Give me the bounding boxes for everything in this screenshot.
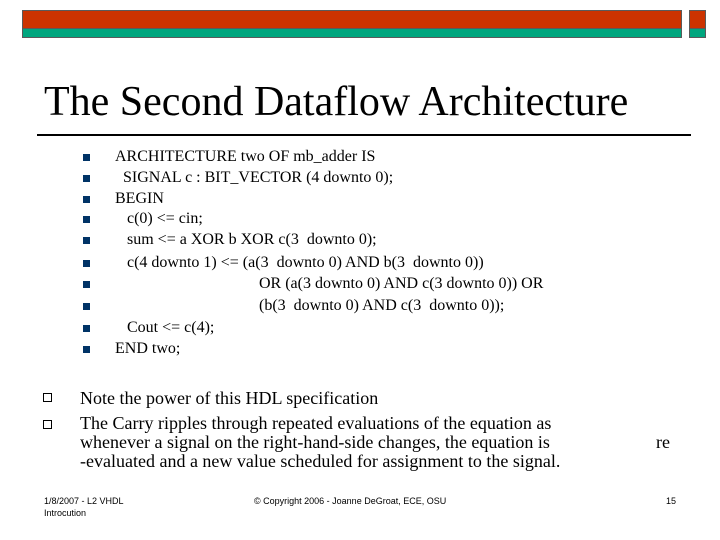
hollow-square-bullet-icon (43, 420, 52, 429)
square-bullet-icon (83, 260, 90, 267)
code-line: OR (a(3 downto 0) AND c(3 downto 0)) OR (115, 275, 544, 292)
title-divider (37, 134, 691, 136)
square-bullet-icon (83, 154, 90, 161)
square-bullet-icon (83, 346, 90, 353)
header-bar-red (22, 10, 682, 29)
note-text: Note the power of this HDL specification (80, 388, 379, 408)
square-bullet-icon (83, 325, 90, 332)
code-line: c(4 downto 1) <= (a(3 downto 0) AND b(3 downto 0)) (115, 254, 484, 271)
header-square-red (689, 10, 706, 29)
square-bullet-icon (83, 237, 90, 244)
square-bullet-icon (83, 303, 90, 310)
stray-text: re (656, 432, 670, 452)
code-line: SIGNAL c : BIT_VECTOR (4 downto 0); (115, 169, 394, 186)
code-line: sum <= a XOR b XOR c(3 downto 0); (115, 231, 377, 248)
header-square-green (689, 28, 706, 38)
footer-date: 1/8/2007 - L2 VHDL (44, 496, 124, 506)
square-bullet-icon (83, 175, 90, 182)
slide-title: The Second Dataflow Architecture (44, 79, 629, 125)
code-line: (b(3 downto 0) AND c(3 downto 0)); (115, 297, 505, 314)
code-line: c(0) <= cin; (115, 210, 203, 227)
code-line: BEGIN (115, 190, 164, 207)
footer-copyright: © Copyright 2006 - Joanne DeGroat, ECE, OSU (254, 496, 447, 506)
code-line: Cout <= c(4); (115, 319, 215, 336)
hollow-square-bullet-icon (43, 393, 52, 402)
note-text: The Carry ripples through repeated evaluations of the equation as (80, 413, 552, 433)
footer-course: Introcution (44, 508, 87, 518)
note-text: -evaluated and a new value scheduled for assignment to the signal. (80, 451, 561, 471)
note-text: whenever a signal on the right-hand-side changes, the equation is (80, 432, 550, 452)
code-line: ARCHITECTURE two OF mb_adder IS (115, 148, 376, 165)
square-bullet-icon (83, 196, 90, 203)
code-line: END two; (115, 340, 181, 357)
header-bar-green (22, 28, 682, 38)
square-bullet-icon (83, 281, 90, 288)
square-bullet-icon (83, 216, 90, 223)
page-number: 15 (666, 496, 677, 506)
